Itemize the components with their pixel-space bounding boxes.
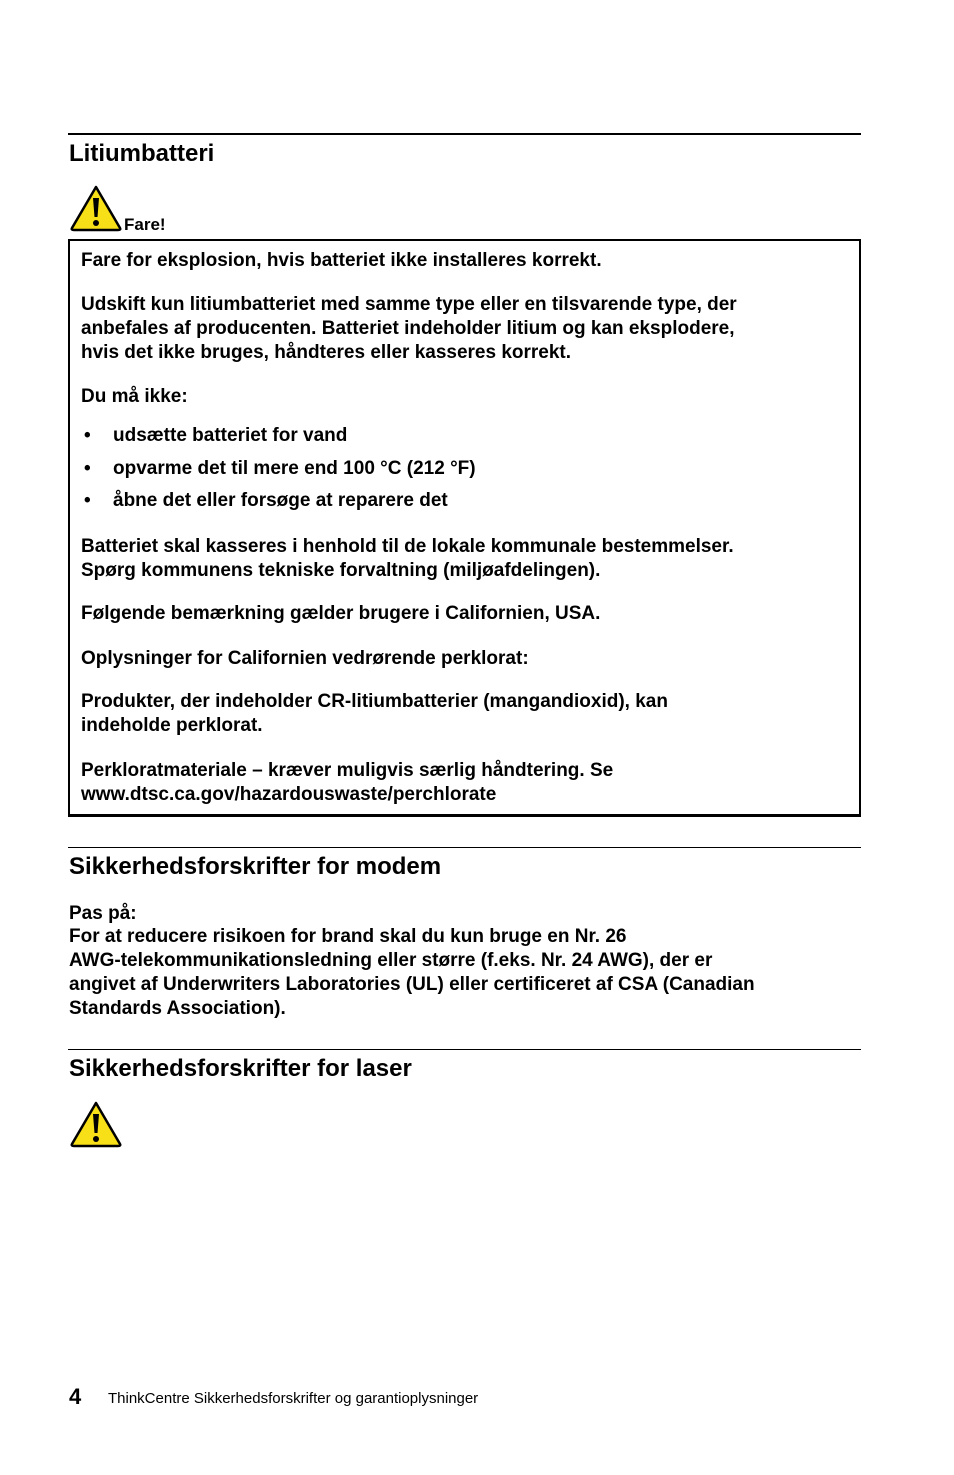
bullet-icon: • [84,458,91,479]
section-rule-modem [68,847,861,848]
disposal-line-1: Batteriet skal kasseres i henhold til de lokale kommunale bestemmelser. [81,536,734,557]
section-title-modem: Sikkerhedsforskrifter for modem [69,853,442,880]
section-rule-laser [68,1049,861,1050]
danger-label: Fare! [124,215,166,234]
products-line-2: indeholde perklorat. [81,715,263,736]
replace-line-1: Udskift kun litiumbatteriet med samme type eller en tilsvarende type, der [81,294,737,315]
footer-doc-title: ThinkCentre Sikkerhedsforskrifter og garantioplysninger [108,1390,479,1407]
modem-line-3: angivet af Underwriters Laboratories (UL) eller certificeret af CSA (Canadian [69,974,755,995]
warning-triangle-icon [69,1100,123,1148]
section-rule-litiumbatteri [68,133,861,135]
do-not-item-3: åbne det eller forsøge at reparere det [113,490,448,511]
do-not-item-2: opvarme det til mere end 100 °C (212 °F) [113,458,476,479]
danger-intro: Fare for eksplosion, hvis batteriet ikke installeres korrekt. [81,250,602,271]
material-link: www.dtsc.ca.gov/hazardouswaste/perchlorate [81,784,497,805]
modem-line-4: Standards Association). [69,998,286,1019]
products-line-1: Produkter, der indeholder CR-litiumbatterier (mangandioxid), kan [81,691,668,712]
warning-triangle-icon [69,184,123,232]
material-line-1: Perkloratmateriale – kræver muligvis særlig håndtering. Se [81,760,614,781]
modem-line-1: For at reducere risikoen for brand skal du kun bruge en Nr. 26 [69,926,627,947]
disposal-line-2: Spørg kommunens tekniske forvaltning (miljøafdelingen). [81,560,601,581]
do-not-item-1: udsætte batteriet for vand [113,425,348,446]
california-note: Følgende bemærkning gælder brugere i Californien, USA. [81,603,601,624]
perchlorate-heading: Oplysninger for Californien vedrørende perklorat: [81,648,529,669]
bullet-icon: • [84,490,91,511]
replace-line-3: hvis det ikke bruges, håndteres eller kasseres korrekt. [81,342,572,363]
modem-caution-label: Pas på: [69,903,137,924]
bullet-icon: • [84,425,91,446]
modem-line-2: AWG-telekommunikationsledning eller større (f.eks. Nr. 24 AWG), der er [69,950,713,971]
page-number: 4 [69,1384,82,1409]
replace-line-2: anbefales af producenten. Batteriet indeholder litium og kan eksplodere, [81,318,735,339]
do-not-label: Du må ikke: [81,386,188,407]
section-title-litiumbatteri: Litiumbatteri [69,140,215,167]
section-title-laser: Sikkerhedsforskrifter for laser [69,1055,412,1082]
